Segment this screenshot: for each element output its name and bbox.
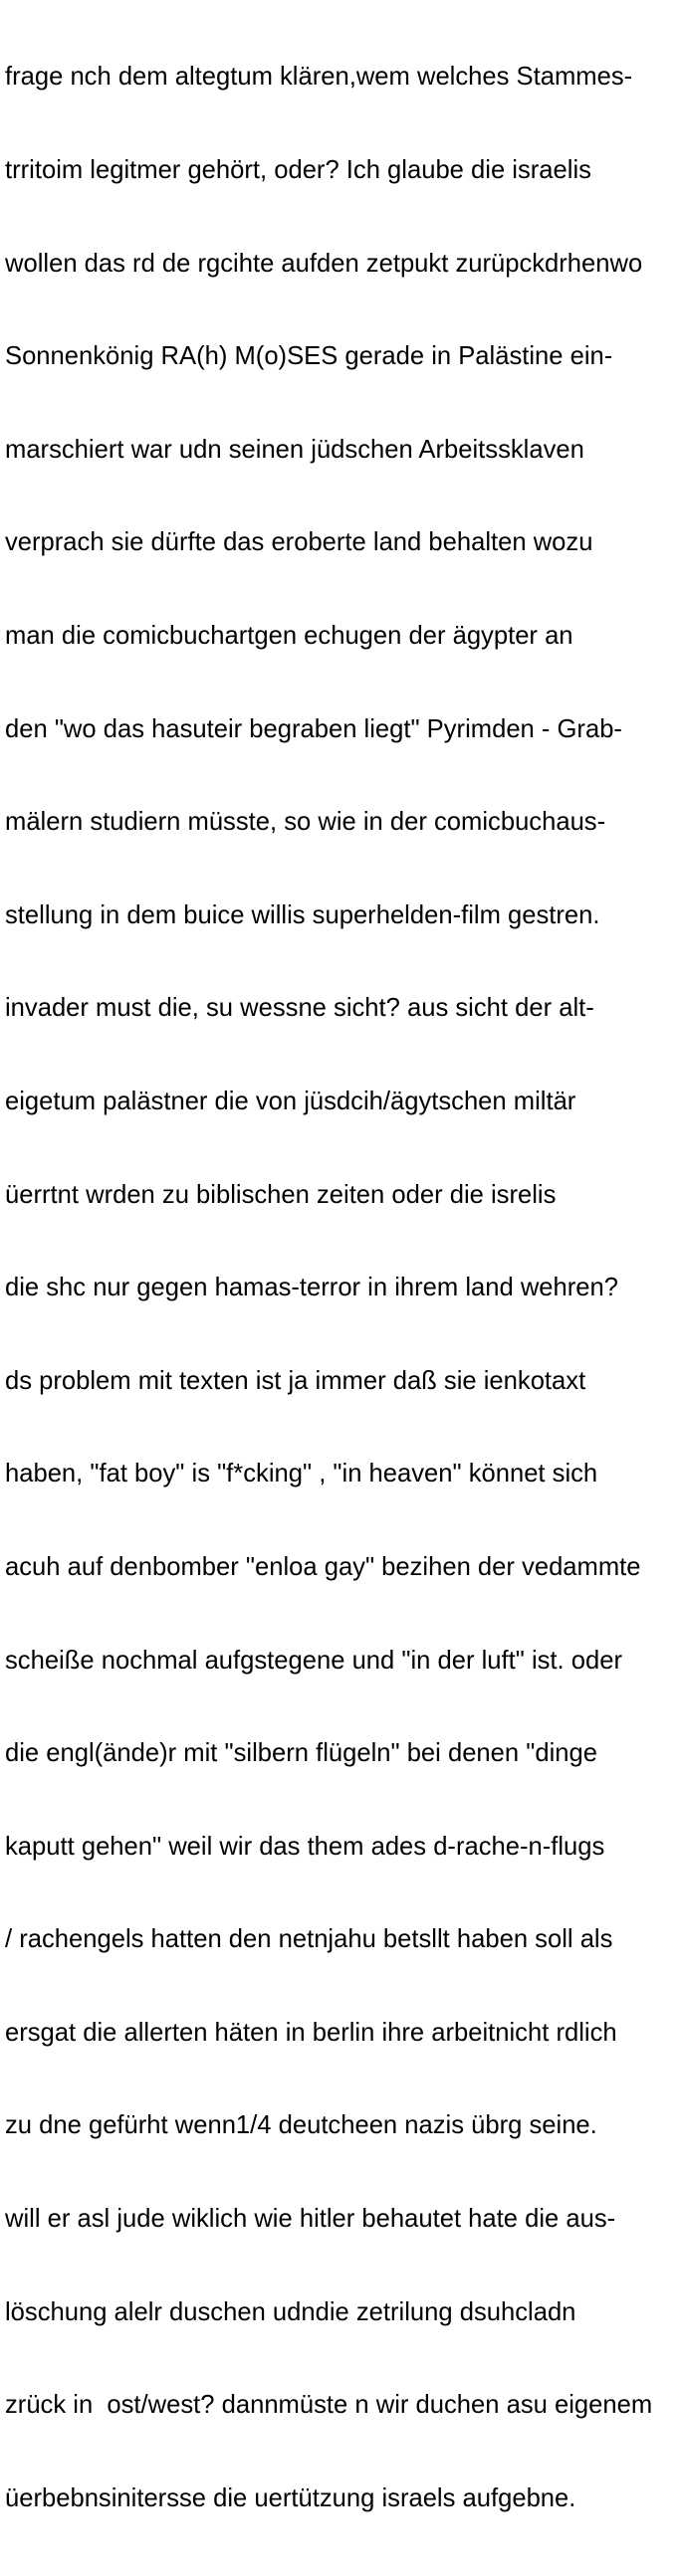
- text-line: invader must die, su wessne sicht? aus sicht der alt-: [5, 994, 594, 1023]
- text-line: zu dne gefürht wenn1/4 deutcheen nazis übrg seine.: [5, 2111, 597, 2140]
- text-line: scheiße nochmal aufgstegene und "in der luft" ist. oder: [5, 1646, 622, 1675]
- text-line: den "wo das hasuteir begraben liegt" Pyrimden - Grab-: [5, 714, 622, 743]
- text-line: zrück in ost/west? dannmüste n wir duchen asu eigenem: [5, 2391, 653, 2420]
- text-line: wollen das rd de rgcihte aufden zetpukt zurüpckdrhenwo: [5, 249, 643, 278]
- document-text: [5, 0, 678, 2576]
- text-line: löschung alelr duschen udndie zetrilung dsuhcladn: [5, 2297, 576, 2326]
- text-line: / rachengels hatten den netnjahu betsllt haben soll als: [5, 1925, 613, 1954]
- text-line: ds problem mit texten ist ja immer daß sie ienkotaxt: [5, 1366, 586, 1395]
- text-line: frage nch dem altegtum klären,wem welches Stammes-: [5, 63, 633, 92]
- text-line: trritoim legitmer gehört, oder? Ich glaube die israelis: [5, 156, 591, 184]
- text-line: die shc nur gegen hamas-terror in ihrem land wehren?: [5, 1274, 618, 1302]
- text-line: die engl(ände)r mit "silbern flügeln" bei denen "dinge: [5, 1739, 597, 1768]
- text-line: marschiert war udn seinen jüdschen Arbeitssklaven: [5, 435, 584, 464]
- text-line: kaputt gehen" weil wir das them ades d-rache-n-flugs: [5, 1832, 605, 1861]
- text-line: mälern studiern müsste, so wie in der comicbuchaus-: [5, 808, 606, 837]
- text-line: man die comicbuchartgen echugen der ägypter an: [5, 621, 573, 650]
- text-line: acuh auf denbomber "enloa gay" bezihen der vedammte: [5, 1552, 641, 1581]
- text-line: verprach sie dürfte das eroberte land behalten wozu: [5, 528, 593, 557]
- text-line: Sonnenkönig RA(h) M(o)SES gerade in Palästine ein-: [5, 342, 613, 371]
- text-line: haben, "fat boy" is "f*cking" , "in heaven" könnet sich: [5, 1460, 598, 1488]
- text-line: üerbebnsinitersse die uertützung israels aufgebne.: [5, 2483, 576, 2512]
- text-line: eigetum palästner die von jüsdcih/ägytschen miltär: [5, 1087, 576, 1115]
- text-line: ersgat die allerten häten in berlin ihre arbeitnicht rdlich: [5, 2018, 617, 2047]
- text-line: stellung in dem buice willis superhelden-film gestren.: [5, 900, 600, 929]
- text-line: üerrtnt wrden zu biblischen zeiten oder die isrelis: [5, 1180, 557, 1209]
- text-line: will er asl jude wiklich wie hitler behautet hate die aus-: [5, 2205, 616, 2234]
